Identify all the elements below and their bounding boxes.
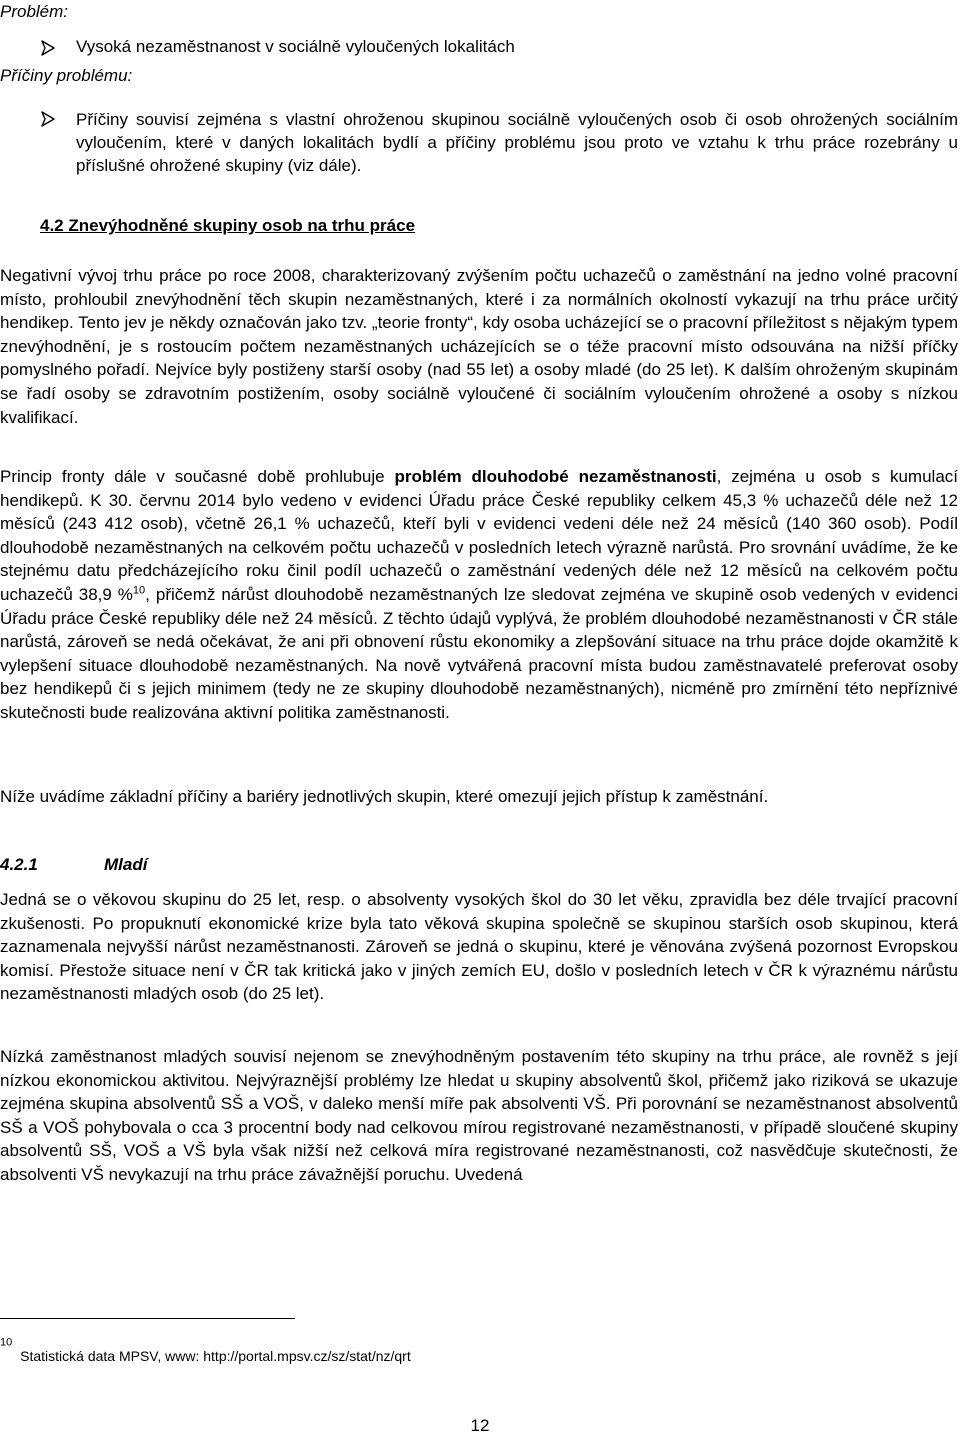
subsection-title: Mladí [104,855,148,874]
problem-heading: Problém: [0,2,69,21]
subsection-number: 4.2.1 [0,855,38,874]
paragraph-text: Princip fronty dále v současné době prohlubuje [0,467,395,486]
section-paragraph-1: Negativní vývoj trhu práce po roce 2008, charakterizovaný zvýšením počtu uchazečů o zaměstnání na jedno volné pracovní místo, prohloubil znevýhodnění těch skupin nezaměstnaných, které i za normálních okolností vykazují na trhu práce určitý hendikep. Tento jev je někdy označován jako tzv. „teorie fronty“, kdy osoba ucházející se o pracovní příležitost s nějakým typem znevýhodnění, je s rostoucím počtem nezaměstnaných ucházejících se o téže pracovní místo odsouvána na nižší příčky pomyslného pořadí. Nejvíce byly postiženy starší osoby (nad 55 let) a osoby mladé (do 25 let). K dalším ohroženým skupinám se řadí osoby se zdravotním postižením, osoby sociálně vyloučené či sociálním vyloučením ohrožené a osoby s nízkou kvalifikací. [0,266,958,427]
paragraph-emphasis: problém dlouhodobé nezaměstnanosti [394,467,717,486]
arrow-bullet-icon [40,40,56,56]
causes-heading: Příčiny problému: [0,66,133,85]
footnote-number: 10 [0,1336,13,1349]
causes-bullet: Příčiny souvisí zejména s vlastní ohroženou skupinou sociálně vyloučených osob či osob ohrožených sociálním vyloučením, které v daných lokalitách bydlí a příčiny problému jsou proto ve vztahu k trhu práce rozebrány u příslušné ohrožené skupiny (viz dále). [76,110,958,175]
footnote-reference[interactable]: 10 [132,584,146,597]
arrow-bullet-icon [40,111,56,127]
problem-bullet: Vysoká nezaměstnanost v sociálně vyloučených lokalitách [76,37,515,56]
footnote-text: Statistická data MPSV, www: http://portal.mpsv.cz/sz/stat/nz/qrt [20,1348,411,1364]
footnote [0,1336,411,1364]
section-heading: 4.2 Znevýhodněné skupiny osob na trhu práce [40,216,416,235]
paragraph-text: , přičemž nárůst dlouhodobě nezaměstnaných lze sledovat zejména ve skupině osob vedených v evidenci Úřadu práce České republiky déle než 24 měsíců. Z těchto údajů vyplývá, že problém dlouhodobé nezaměstnanosti v ČR stále narůstá, zároveň se nedá očekávat, že ani při obnovení růstu ekonomiky a zlepšování situace na trhu práce dojde okamžitě k vylepšení situace dlouhodobě nezaměstnaných. Na nově vytvářená pracovní místa budou zaměstnavatelé preferovat osoby bez hendikepů či s jejich minimem (tedy ne ze skupiny dlouhodobě nezaměstnaných), nicméně pro zmírnění této nepříznivé skutečnosti bude realizována aktivní politika zaměstnanosti. [0,584,959,722]
section-paragraph-2 [0,465,958,725]
subsection-heading [0,855,147,875]
subsection-paragraph-1: Jedná se o věkovou skupinu do 25 let, resp. o absolventy vysokých škol do 30 let věku, zpravidla bez déle trvající pracovní zkušenosti. Po propuknutí ekonomické krize byla tato věková skupina společně se skupinou starších osob skupinou, která zaznamenala nejvyšší nárůst nezaměstnanosti. Zároveň se jedná o skupinu, které je věnována zvýšená pozornost Evropskou komisí. Přestože situace není v ČR tak kritická jako v jiných zemích EU, došlo v posledních letech v ČR k výraznému nárůstu nezaměstnanosti mladých osob (do 25 let). [0,890,958,1004]
subsection-paragraph-2: Nízká zaměstnanost mladých souvisí nejenom se znevýhodněným postavením této skupiny na trhu práce, ale rovněž s její nízkou ekonomickou aktivitou. Nejvýraznější problémy lze hledat u skupiny absolventů škol, přičemž jako riziková se ukazuje zejména skupina absolventů SŠ a VOŠ, v daleko menší míře pak absolventi VŠ. Při porovnání se nezaměstnanost absolventů SŠ a VOŠ pohybovala o cca 3 procentní body nad celkovou mírou registrované nezaměstnanosti, v případě sloučené skupiny absolventů SŠ, VOŠ a VŠ byla však nižší než celková míra registrované nezaměstnanosti, což nasvědčuje skutečnosti, že absolventi VŠ nevykazují na trhu práce závažnější poruchu. Uvedená [0,1047,958,1184]
paragraph-text: , zejména u osob s kumulací hendikepů. K 30. červnu 2014 bylo vedeno v evidenci Úřadu práce České republiky celkem 45,3 % uchazečů déle než 12 měsíců (243 412 osob), včetně 26,1 % uchazečů, kteří byli v evidenci vedeni déle než 24 měsíců (140 360 osob). Podíl dlouhodobě nezaměstnaných na celkovém počtu uchazečů v posledních letech výrazně narůstá. Pro srovnání uvádíme, že ke stejnému datu předcházejícího roku činil podíl uchazečů o zaměstnání vedených déle než 12 měsíců na celkovém počtu uchazečů 38,9 % [0,467,958,604]
page-number: 12 [470,1416,490,1435]
section-paragraph-3: Níže uvádíme základní příčiny a bariéry jednotlivých skupin, které omezují jejich přístup k zaměstnání. [0,787,769,806]
footnote-separator [0,1318,295,1319]
